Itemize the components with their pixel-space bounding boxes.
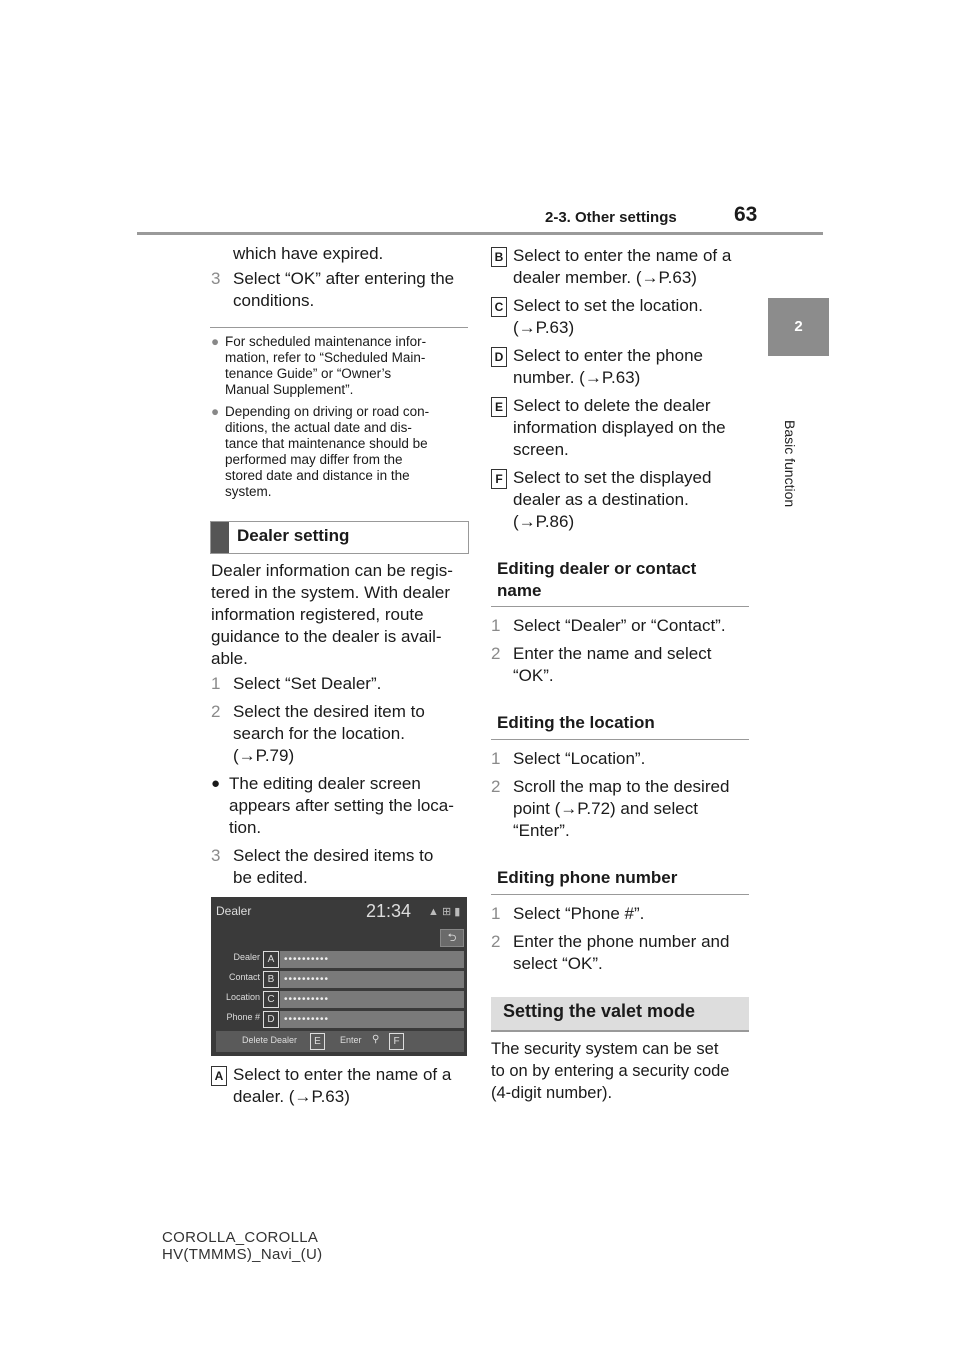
desc-d: Select to enter the phone number. (→P.63) <box>513 346 703 387</box>
rule-3 <box>491 894 749 895</box>
note-2: ● Depending on driving or road con- ditions, the actual date and dis- tance that maintenance should be performed may differ from the stored date and distance in the system. <box>211 404 430 499</box>
screen-bottom-bar: Delete Dealer E Enter ⚲ F <box>216 1031 464 1052</box>
note-rule <box>210 327 468 328</box>
header-rule <box>137 232 823 235</box>
step-3-text: Select “OK” after entering the conditions. <box>233 269 455 310</box>
editing-location-header: Editing the location <box>497 713 655 732</box>
dealer-step-2-text: Select the desired item to search for the location. (→P.79) <box>233 702 425 765</box>
desc-b: Select to enter the name of a dealer member. (→P.63) <box>513 246 732 287</box>
desc-f: Select to set the displayed dealer as a destination. (→P.86) <box>513 468 712 531</box>
back-icon: ⮌ <box>440 929 464 947</box>
phone-step-1: 1 <box>491 904 501 923</box>
dealer-step-3: 3 <box>211 846 221 865</box>
label-c: C <box>491 297 507 317</box>
section-title: 2-3. Other settings <box>545 209 677 226</box>
dealer-step-3-text: Select the desired items to be edited. <box>233 846 434 887</box>
dealer-step-1: 1 <box>211 674 221 693</box>
dealer-step-1-text: Select “Set Dealer”. <box>233 674 382 693</box>
screen-row-phone: Phone # D •••••••••• <box>216 1011 464 1028</box>
note-1: ● For scheduled maintenance infor- mation, refer to “Scheduled Main- tenance Guide” or “Owner’s Manual Supplement”. <box>211 334 427 397</box>
loc-step-1: 1 <box>491 749 501 768</box>
valet-intro: The security system can be set to on by entering a security code (4-digit number). <box>491 1040 730 1102</box>
screen-title: Dealer <box>216 904 252 918</box>
label-f: F <box>491 469 507 489</box>
desc-e: Select to delete the dealer information displayed on the screen. <box>513 396 726 459</box>
dealer-step-2: 2 <box>211 702 221 721</box>
chapter-label: Basic function <box>782 420 798 508</box>
screen-row-contact: Contact B •••••••••• <box>216 971 464 988</box>
rule-1 <box>491 606 749 607</box>
phone-step-2-text: Enter the phone number and select “OK”. <box>513 932 730 973</box>
pin-icon: ⚲ <box>372 1034 380 1045</box>
name-step-2-text: Enter the name and select “OK”. <box>513 644 712 685</box>
name-step-1: 1 <box>491 616 501 635</box>
footer-model: COROLLA_COROLLA HV(TMMMS)_Navi_(U) <box>162 1229 323 1263</box>
screen-row-location: Location C •••••••••• <box>216 991 464 1008</box>
step-3: 3 <box>211 269 221 288</box>
bullet-editing-screen: ● The editing dealer screen appears after setting the loca- tion. <box>211 774 454 837</box>
phone-step-2: 2 <box>491 932 501 951</box>
rule-2 <box>491 739 749 740</box>
loc-step-2: 2 <box>491 777 501 796</box>
label-e: E <box>491 397 507 417</box>
desc-a: Select to enter the name of a dealer. (→P.63) <box>233 1065 452 1106</box>
screen-time: 21:34 <box>366 901 412 921</box>
desc-c: Select to set the location. (→P.63) <box>513 296 703 337</box>
loc-step-1-text: Select “Location”. <box>513 749 646 768</box>
name-step-2: 2 <box>491 644 501 663</box>
editing-name-header: Editing dealer or contact name <box>497 559 697 600</box>
label-a: A <box>211 1066 227 1086</box>
label-d: D <box>491 347 507 367</box>
screen-row-dealer: Dealer A •••••••••• <box>216 951 464 968</box>
status-icons: ▲ ⊞ ▮ <box>428 906 461 918</box>
phone-step-1-text: Select “Phone #”. <box>513 904 645 923</box>
valet-mode-header: Setting the valet mode <box>491 997 749 1032</box>
editing-phone-header: Editing phone number <box>497 868 678 887</box>
continued-line: which have expired. <box>233 244 384 263</box>
chapter-tab: 2 <box>768 298 829 356</box>
dealer-intro: Dealer information can be regis- tered in the system. With dealer information registered, route guidance to the dealer is avail- able. <box>211 561 453 668</box>
page-ref: P.79 <box>255 746 289 765</box>
page-number: 63 <box>734 203 758 226</box>
label-b: B <box>491 247 507 267</box>
name-step-1-text: Select “Dealer” or “Contact”. <box>513 616 726 635</box>
dealer-setting-header: Dealer setting <box>210 521 469 554</box>
loc-step-2-text: Scroll the map to the desired point (→P.72) and select “Enter”. <box>513 777 730 840</box>
